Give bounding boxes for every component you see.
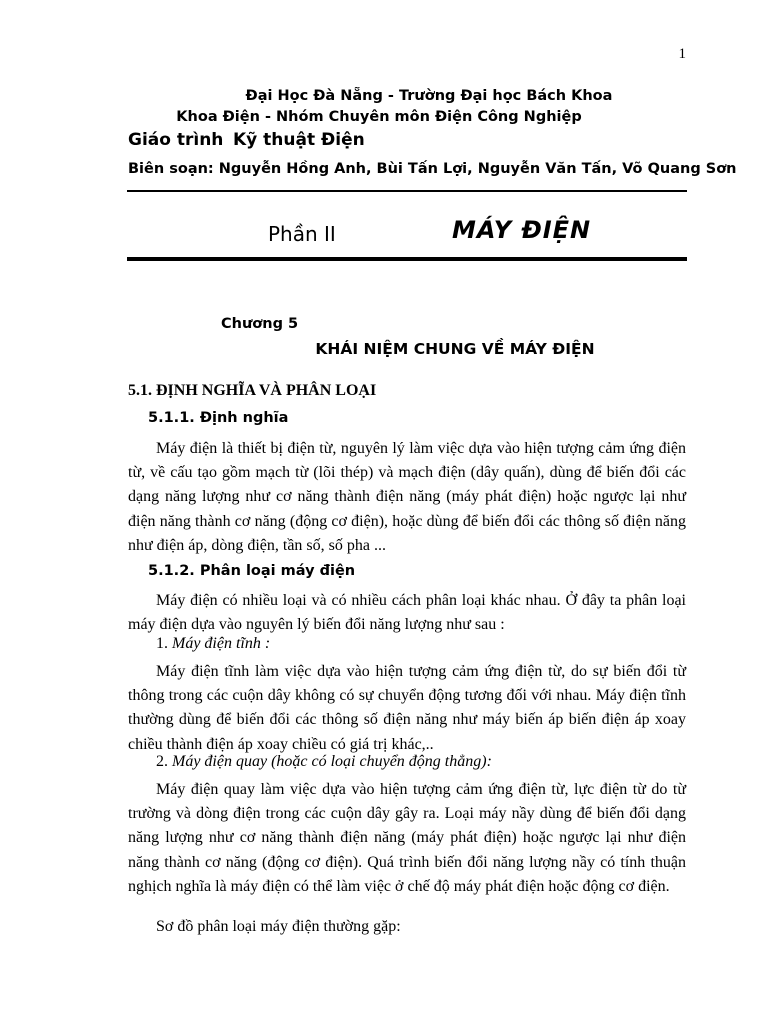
list-item-number: 2. (156, 753, 168, 770)
subsection-classification-heading: 5.1.2. Phân loại máy điện (148, 563, 356, 579)
subsection-definition-heading: 5.1.1. Định nghĩa (148, 410, 289, 426)
list-item-label: Máy điện quay (hoặc có loại chuyển động thẳng): (172, 753, 492, 770)
list-item-static-machine (156, 635, 270, 653)
header-rule-top (127, 190, 687, 192)
diagram-intro-paragraph: Sơ đồ phân loại máy điện thường gặp: (156, 918, 401, 935)
course-title: Kỹ thuật Điện (233, 130, 365, 150)
chapter-title: KHÁI NIỆM CHUNG VỀ MÁY ĐIỆN (315, 340, 595, 358)
header-faculty: Khoa Điện - Nhóm Chuyên môn Điện Công Nghiệp (176, 109, 582, 125)
chapter-label: Chương 5 (221, 316, 299, 332)
part-label: Phần II (268, 222, 336, 246)
header-university: Đại Học Đà Nẵng - Trường Đại học Bách Khoa (245, 88, 613, 104)
list-item-label: Máy điện tĩnh : (172, 635, 271, 652)
section-heading: 5.1. ĐỊNH NGHĨA VÀ PHÂN LOẠI (128, 382, 377, 399)
header-rule-bottom (127, 257, 687, 261)
course-label: Giáo trình (128, 130, 224, 150)
part-title: MÁY ĐIỆN (452, 216, 592, 244)
page-number: 1 (678, 46, 686, 62)
classification-intro-paragraph: Máy điện có nhiều loại và có nhiều cách phân loại khác nhau. Ở đây ta phân loại máy điện dựa vào nguyên lý biến đổi năng lượng như sau : (128, 592, 686, 634)
definition-paragraph: Máy điện là thiết bị điện từ, nguyên lý làm việc dựa vào hiện tượng cảm ứng điện từ, về cấu tạo gồm mạch từ (lõi thép) và mạch điện (dây quấn), dùng để biến đổi các dạng năng lượng như cơ năng thành điện năng (máy phát điện) hoặc ngược lại như điện năng thành cơ năng (động cơ điện), hoặc dùng để biến đổi các thông số điện năng như điện áp, dòng điện, tần số, số pha ... (128, 440, 686, 554)
authors-line: Biên soạn: Nguyễn Hồng Anh, Bùi Tấn Lợi, Nguyễn Văn Tấn, Võ Quang Sơn (128, 161, 737, 177)
list-item-rotating-machine (156, 753, 492, 771)
rotating-machine-paragraph: Máy điện quay làm việc dựa vào hiện tượng cảm ứng điện từ, lực điện từ do từ trường và dòng điện trong các cuộn dây gây ra. Loại máy nầy dùng để biến đổi dạng năng lượng như cơ năng thành điện năng (máy phát điện) hoặc ngược lại như điện năng thành cơ năng (động cơ điện). Quá trình biến đổi năng lượng nầy có tính thuận nghịch nghĩa là máy điện có thể làm việc ở chế độ máy phát điện hoặc động cơ điện. (128, 781, 686, 895)
static-machine-paragraph: Máy điện tĩnh làm việc dựa vào hiện tượng cảm ứng điện từ, do sự biến đổi từ thông trong các cuộn dây không có sự chuyển động tương đối với nhau. Máy điện tĩnh thường dùng để biến đổi các thông số điện năng như máy biến áp biến điện áp xoay chiều thành điện áp xoay chiều có giá trị khác,.. (128, 663, 686, 753)
list-item-number: 1. (156, 635, 168, 652)
